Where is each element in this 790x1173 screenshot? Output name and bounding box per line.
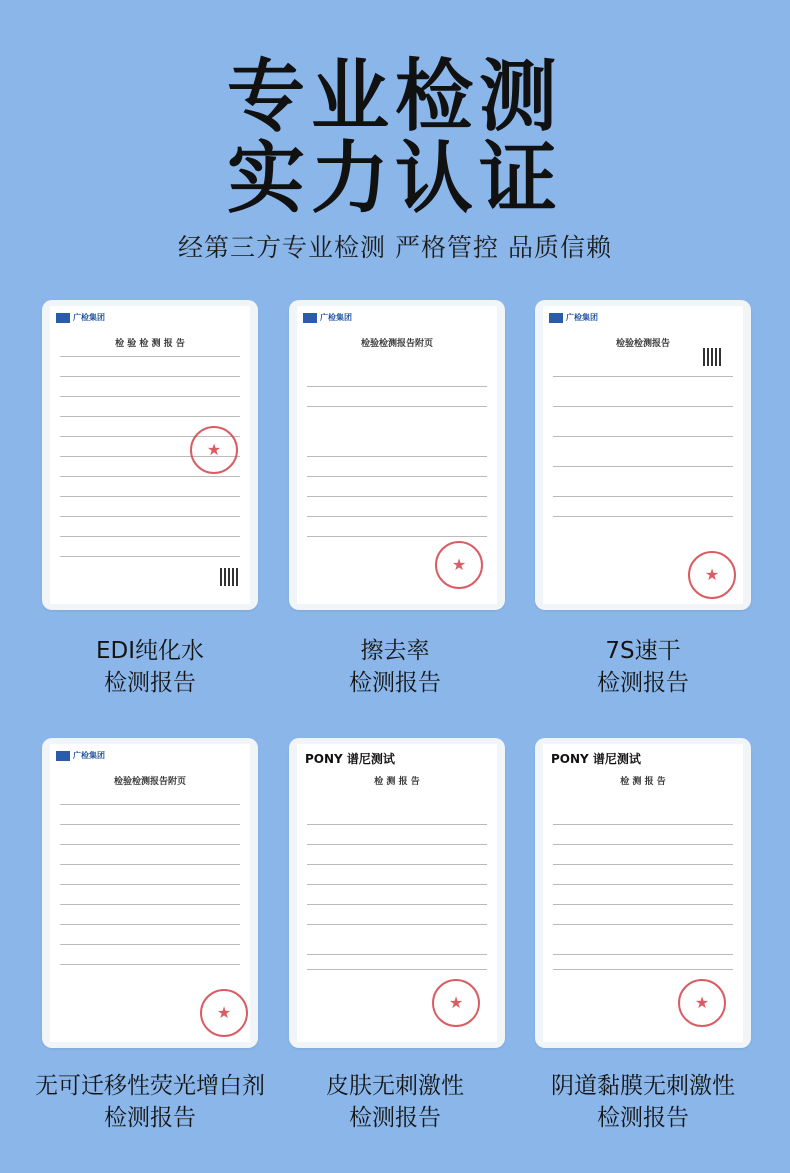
- caption-line1: 擦去率: [360, 638, 430, 664]
- caption-line1: 无可迁移性荧光增白剂: [35, 1073, 265, 1099]
- caption-wipe: [272, 635, 518, 699]
- caption-line1: 皮肤无刺激性: [326, 1073, 464, 1099]
- caption-line2: 检测报告: [104, 1105, 196, 1131]
- caption-line2: 检测报告: [349, 670, 441, 696]
- report-card-fluorescent[interactable]: [42, 738, 258, 1048]
- caption-fluorescent: [27, 1070, 273, 1134]
- red-seal-icon: ★: [435, 541, 483, 589]
- doc-title: 检验检测报告附页: [360, 339, 433, 349]
- doc-title: 检验检测报告: [615, 339, 670, 349]
- red-seal-icon: ★: [432, 979, 480, 1027]
- gttc-logo-icon: [303, 313, 317, 323]
- report-document: [50, 744, 250, 1042]
- caption-line2: 检测报告: [349, 1105, 441, 1131]
- caption-skin: [272, 1070, 518, 1134]
- doc-title: 检 测 报 告: [620, 777, 666, 787]
- report-card-skin[interactable]: [289, 738, 505, 1048]
- red-seal-icon: ★: [678, 979, 726, 1027]
- qr-code-icon: [220, 568, 238, 586]
- caption-line1: 7S速干: [605, 638, 681, 664]
- pony-logo: PONY 谱尼测试: [551, 752, 641, 766]
- gttc-logo-icon: [56, 751, 70, 761]
- doc-brand: 广检集团: [73, 313, 105, 322]
- red-seal-icon: ★: [688, 551, 736, 599]
- subtitle: 经第三方专业检测 严格管控 品质信赖: [178, 233, 612, 262]
- doc-title: 检验检测报告附页: [113, 777, 186, 787]
- headline-line1: 专业检测: [226, 52, 563, 142]
- report-card-7s[interactable]: [535, 300, 751, 610]
- caption-line1: 阴道黏膜无刺激性: [551, 1073, 735, 1099]
- report-document: [50, 306, 250, 604]
- caption-7s: [520, 635, 766, 699]
- doc-brand: 广检集团: [566, 313, 598, 322]
- caption-edi: [27, 635, 273, 699]
- caption-line2: 检测报告: [104, 670, 196, 696]
- qr-code-icon: [703, 348, 721, 366]
- report-document: [543, 744, 743, 1042]
- report-document: [297, 306, 497, 604]
- red-seal-icon: ★: [200, 989, 248, 1037]
- report-document: [297, 744, 497, 1042]
- caption-line2: 检测报告: [597, 1105, 689, 1131]
- caption-line2: 检测报告: [597, 670, 689, 696]
- caption-mucosa: [520, 1070, 766, 1134]
- doc-brand: 广检集团: [320, 313, 352, 322]
- gttc-logo-icon: [56, 313, 70, 323]
- report-document: [543, 306, 743, 604]
- report-card-wipe[interactable]: [289, 300, 505, 610]
- doc-title: 检 验 检 测 报 告: [115, 339, 185, 349]
- report-card-mucosa[interactable]: [535, 738, 751, 1048]
- gttc-logo-icon: [549, 313, 563, 323]
- red-seal-icon: ★: [190, 426, 238, 474]
- caption-line1: EDI纯化水: [95, 638, 205, 664]
- report-card-edi[interactable]: [42, 300, 258, 610]
- headline-line2: 实力认证: [226, 134, 563, 224]
- doc-brand: 广检集团: [73, 751, 105, 760]
- pony-logo: PONY 谱尼测试: [305, 752, 395, 766]
- doc-title: 检 测 报 告: [374, 777, 420, 787]
